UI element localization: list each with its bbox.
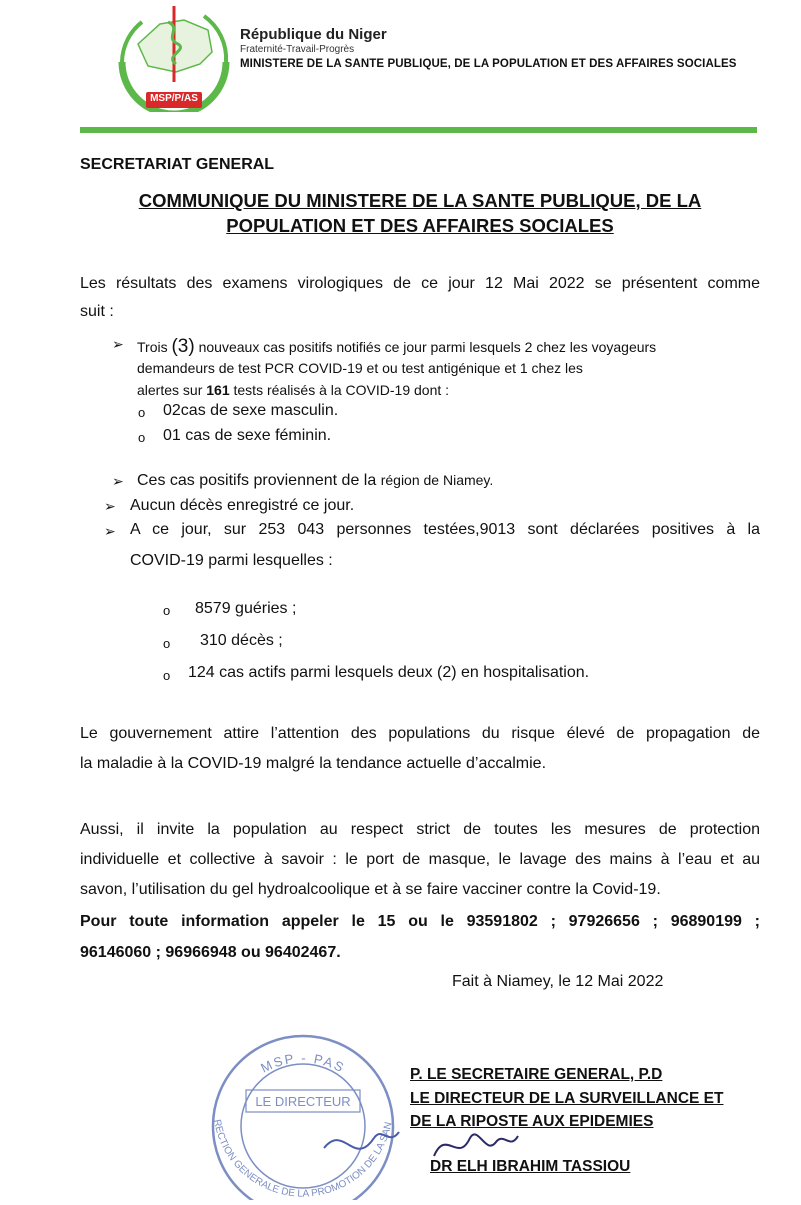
sub-bullet-icon: o xyxy=(138,430,146,445)
bullet1-line2: demandeurs de test PCR COVID-19 et ou test antigénique et 1 chez les xyxy=(137,360,583,376)
contact-line2: 96146060 ; 96966948 ou 96402467. xyxy=(80,944,341,961)
bullet1-count: (3) xyxy=(171,336,195,357)
bullet1-line3-pre: alertes sur xyxy=(137,382,203,398)
arrow-bullet-icon: ➢ xyxy=(104,523,116,539)
intro-line1: Les résultats des examens virologiques de ce jour 12 Mai 2022 se présentent comme xyxy=(80,275,760,292)
bullet1-sub2: 01 cas de sexe féminin. xyxy=(163,427,332,444)
para2-line3: savon, l’utilisation du gel hydroalcoolique et à se faire vacciner contre la Covid-19. xyxy=(80,881,661,898)
bullet1-line1-rest: nouveaux cas positifs notifiés ce jour parmi lesquels 2 chez les voyageurs xyxy=(198,339,657,355)
intro-line2: suit : xyxy=(80,303,114,320)
bullet3-text: Aucun décès enregistré ce jour. xyxy=(130,497,355,514)
sub-bullet-icon: o xyxy=(138,405,146,420)
signature-line1: P. LE SECRETAIRE GENERAL, P.D xyxy=(410,1066,663,1083)
stamp-top-text: MSP - PAS xyxy=(258,1050,348,1076)
bullet2-text xyxy=(137,472,493,490)
bullet1-line3 xyxy=(137,380,449,401)
place-date: Fait à Niamey, le 12 Mai 2022 xyxy=(452,973,664,990)
arrow-bullet-icon: ➢ xyxy=(104,498,116,514)
communique-title-line1: COMMUNIQUE DU MINISTERE DE LA SANTE PUBLIQUE, DE LA xyxy=(138,190,702,211)
communique-title-line2: POPULATION ET DES AFFAIRES SOCIALES xyxy=(226,215,614,236)
para1-line1: Le gouvernement attire l’attention des populations du risque élevé de propagation de xyxy=(80,725,760,742)
tests-count: 161 xyxy=(206,382,230,398)
arrow-bullet-icon: ➢ xyxy=(112,336,124,352)
sub-bullet-icon: o xyxy=(163,668,171,683)
official-stamp xyxy=(204,1028,402,1200)
sub-bullet-icon: o xyxy=(163,636,171,651)
para2-line2: individuelle et collective à savoir : le port de masque, le lavage des mains à l’eau et au xyxy=(80,851,760,868)
para1-line2: la maladie à la COVID-19 malgré la tendance actuelle d’accalmie. xyxy=(80,755,547,772)
logo-label: MSP/P/AS xyxy=(150,93,198,104)
bullet4-line2: COVID-19 parmi lesquelles : xyxy=(130,552,333,569)
contact-line1: Pour toute information appeler le 15 ou le 93591802 ; 97926656 ; 96890199 ; xyxy=(80,913,760,930)
bullet4-sub1: 8579 guéries ; xyxy=(195,600,297,617)
bullet2-post: région de Niamey. xyxy=(380,472,494,488)
arrow-bullet-icon: ➢ xyxy=(112,473,124,489)
signature-line3: DE LA RIPOSTE AUX EPIDEMIES xyxy=(410,1113,654,1130)
header-divider xyxy=(80,127,757,133)
signature-line2: LE DIRECTEUR DE LA SURVEILLANCE ET xyxy=(410,1090,724,1107)
bullet2-pre: Ces cas positifs proviennent de la xyxy=(137,472,377,489)
bullet1-line1 xyxy=(137,336,769,358)
republic-name: République du Niger xyxy=(240,26,387,43)
stamp-center-text: LE DIRECTEUR xyxy=(255,1094,351,1109)
stamp-bottom-text: RECTION GENERALE DE LA PROMOTION DE LA SAN xyxy=(210,1118,395,1200)
ministry-logo xyxy=(112,0,236,112)
signatory-name: DR ELH IBRAHIM TASSIOU xyxy=(430,1158,631,1175)
bullet4-sub2: 310 décès ; xyxy=(200,632,283,649)
national-motto: Fraternité-Travail-Progrès xyxy=(240,44,355,55)
secretariat-heading: SECRETARIAT GENERAL xyxy=(80,156,275,173)
svg-text:MSP - PAS xyxy=(258,1050,348,1075)
bullet4-line1: A ce jour, sur 253 043 personnes testées,9013 sont déclarées positives à la xyxy=(130,521,760,538)
para2-line1: Aussi, il invite la population au respect strict de toutes les mesures de protection xyxy=(80,821,760,838)
bullet1-word: Trois xyxy=(137,339,168,355)
bullet1-sub1: 02cas de sexe masculin. xyxy=(163,402,339,419)
bullet4-sub3: 124 cas actifs parmi lesquels deux (2) en hospitalisation. xyxy=(188,664,590,681)
sub-bullet-icon: o xyxy=(163,603,171,618)
ministry-name: MINISTERE DE LA SANTE PUBLIQUE, DE LA POPULATION ET DES AFFAIRES SOCIALES xyxy=(240,58,737,70)
bullet1-line3-post: tests réalisés à la COVID-19 dont : xyxy=(233,382,450,398)
